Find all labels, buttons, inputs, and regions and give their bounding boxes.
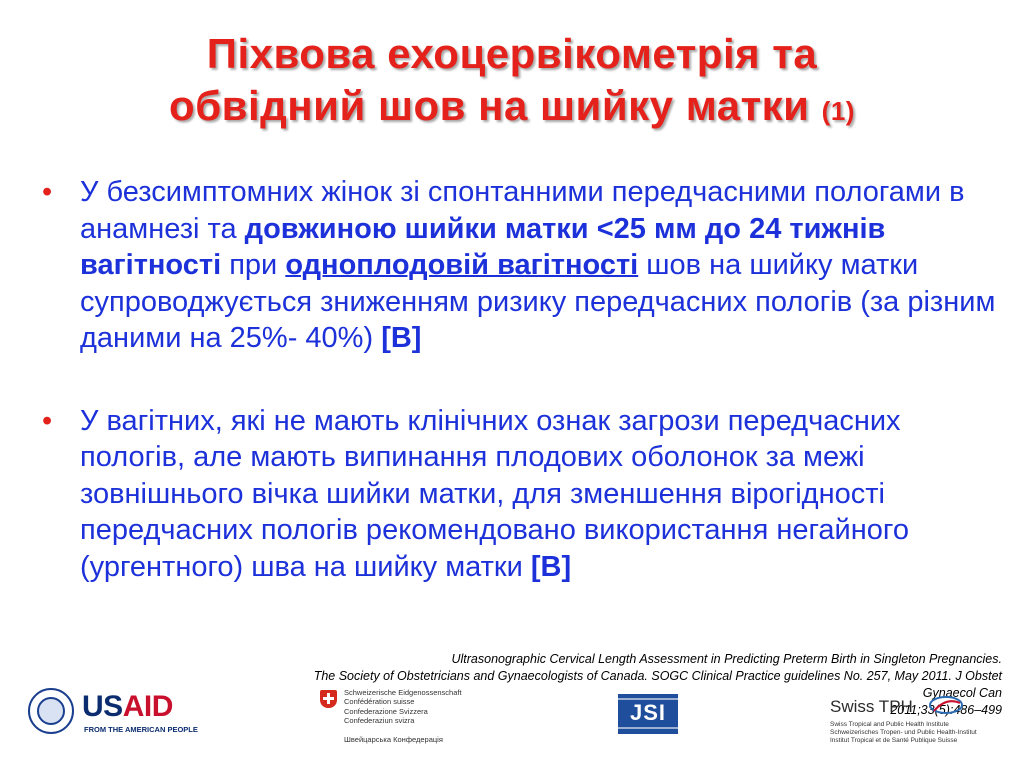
usaid-wordmark: USAID <box>82 690 173 723</box>
bullet-2-evidence-grade: [В] <box>530 550 572 583</box>
bullet-1-underlined-condition: одноплодовій вагітності <box>285 249 639 281</box>
jsi-logo <box>618 694 678 734</box>
swiss-confederation-ukrainian: Швейцарська Конфедерація <box>344 735 443 744</box>
reference-line-2: The Society of Obstetricians and Gynaecologists of Canada. SOGC Clinical Practice guidelines No. 257, May 2011. J Obstet Gynaecol Can <box>313 669 1002 700</box>
bullet-marker: • <box>42 404 53 437</box>
swiss-confederation-logo <box>320 690 490 750</box>
usaid-logo <box>28 688 198 740</box>
usaid-tagline: FROM THE AMERICAN PEOPLE <box>84 725 198 734</box>
bullet-1-evidence-grade: [В] <box>381 322 422 354</box>
slide-title-ref-marker: (1) <box>821 96 855 126</box>
bullet-1-bold-criterion: довжиною шийки матки <25 мм до 24 тижнів вагітності <box>80 212 886 281</box>
bullet-item-1 <box>42 174 1002 357</box>
reference-line-3: 2011;33(5):486–499 <box>890 703 1002 717</box>
swiss-tph-institute-names: Swiss Tropical and Public Health Institute Schweizerisches Tropen- und Public Health-Institut Institut Tropical et de Santé Publique Suisse <box>830 721 977 744</box>
bullet-marker: • <box>42 176 53 208</box>
swiss-tph-logo <box>830 693 1010 753</box>
bullet-list <box>42 174 1002 585</box>
swiss-tph-wordmark: Swiss TPH <box>830 697 913 716</box>
bullet-item-2 <box>42 403 1002 586</box>
swiss-tph-swoosh-icon <box>926 693 966 717</box>
bullet-1-text-c: шов на шийку матки супроводжується зниженням ризику передчасних пологів (за різним даними на 25%- 40%) <box>80 249 996 354</box>
slide-title-line-2-text: обвідний шов на шийку матки <box>169 82 810 129</box>
swiss-confederation-names: Schweizerische Eidgenossenschaft Confédération suisse Confederazione Svizzera Confederaziun svizra <box>344 688 462 726</box>
jsi-wordmark: JSI <box>629 700 667 725</box>
reference-line-1: Ultrasonographic Cervical Length Assessment in Predicting Preterm Birth in Singleton Pregnancies. <box>451 652 1002 666</box>
usaid-seal-icon <box>28 688 74 734</box>
slide-title <box>0 28 1024 137</box>
slide-title-line-1: Піхвова ехоцервікометрія та <box>206 30 818 77</box>
bullet-1-text-a: У безсимптомних жінок зі спонтанними передчасними пологами в анамнезі та <box>80 176 965 245</box>
bullet-2-text: У вагітних, які не мають клінічних ознак загрози передчасних пологів, але мають випинання плодових оболонок за межі зовнішнього вічка шийки матки, для зменшення вірогідності передчасних пологів рекомендовано використання негайного (ургентного) шва на шийку матки <box>80 404 909 583</box>
slide-title-line-2 <box>0 80 1024 137</box>
swiss-cross-icon <box>320 690 337 708</box>
bullet-1-text-b: при <box>221 249 286 281</box>
